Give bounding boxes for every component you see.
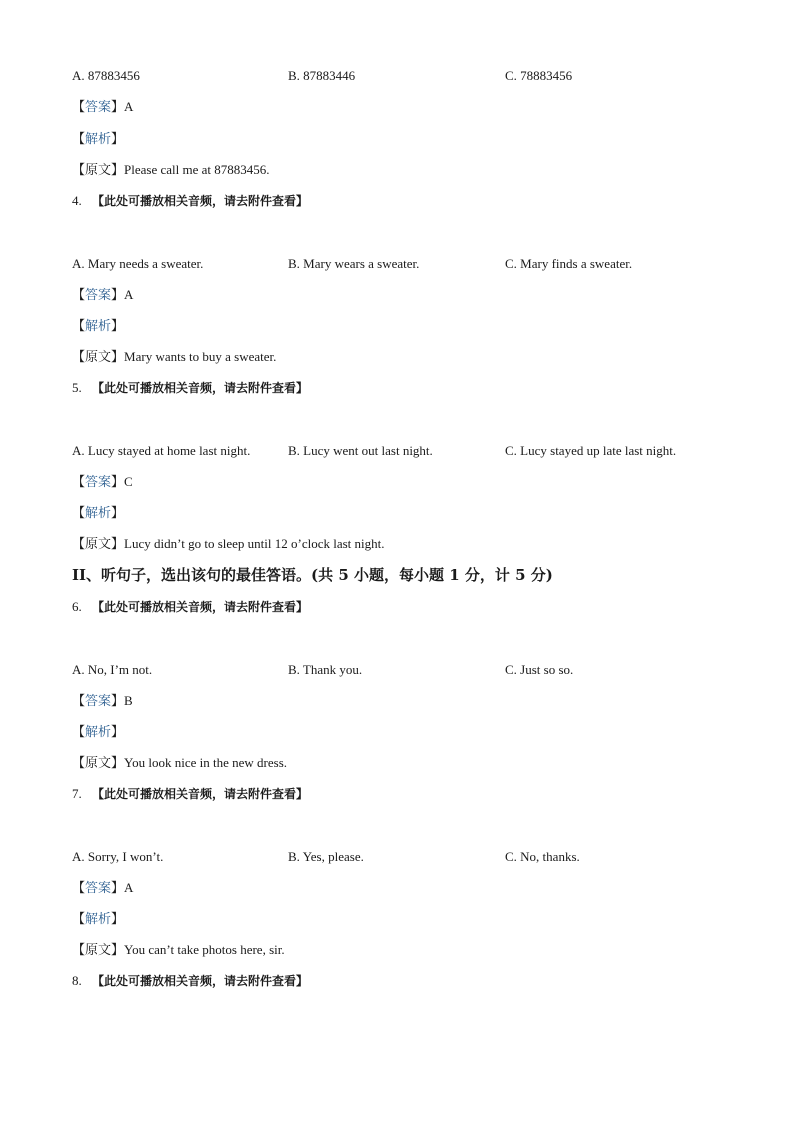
analysis-label: 解析 — [85, 724, 112, 739]
q5-option-c: C. Lucy stayed up late last night. — [505, 443, 677, 458]
q3-original: Please call me at 87883456. — [124, 162, 270, 177]
q3-answer-line: 【答案】A — [72, 99, 134, 114]
q7-option-a: A. Sorry, I won’t. — [72, 849, 164, 864]
section-2-heading: II、听句子，选出该句的最佳答语。(共 5 小题，每小题 1 分，计 5 分) — [72, 566, 553, 584]
q6-analysis-line: 【解析】 — [72, 724, 125, 739]
analysis-label: 解析 — [85, 318, 112, 333]
original-label: 原文 — [85, 536, 112, 551]
q4-original: Mary wants to buy a sweater. — [124, 349, 277, 364]
q6-header — [72, 598, 308, 616]
q6-option-b: B. Thank you. — [288, 662, 363, 677]
q6-option-c: C. Just so so. — [505, 662, 574, 677]
q5-answer-line: 【答案】C — [72, 474, 133, 489]
answer-label: 答案 — [85, 880, 112, 895]
q7-header — [72, 785, 308, 803]
q3-answer: A — [124, 99, 134, 114]
q6-original-line: 【原文】You look nice in the new dress. — [72, 755, 288, 770]
analysis-label: 解析 — [85, 911, 112, 926]
answer-label: 答案 — [85, 693, 112, 708]
q3-analysis-line: 【解析】 — [72, 131, 125, 146]
q4-number: 4. — [72, 193, 82, 208]
q3-original-line: 【原文】Please call me at 87883456. — [72, 162, 270, 177]
q7-number: 7. — [72, 786, 82, 801]
q4-options — [0, 255, 794, 273]
q4-answer: A — [124, 287, 134, 302]
q6-audio-note[interactable]: 【此处可播放相关音频，请去附件查看】 — [92, 600, 309, 614]
q7-option-c: C. No, thanks. — [505, 849, 580, 864]
original-label: 原文 — [85, 942, 112, 957]
q4-header — [72, 192, 308, 210]
q7-original: You can’t take photos here, sir. — [124, 942, 285, 957]
q5-header — [72, 379, 308, 397]
q4-analysis-line: 【解析】 — [72, 318, 125, 333]
q5-audio-note[interactable]: 【此处可播放相关音频，请去附件查看】 — [92, 381, 309, 395]
q7-answer: A — [124, 880, 134, 895]
q5-original-line: 【原文】Lucy didn’t go to sleep until 12 o’clock last night. — [72, 536, 385, 551]
q5-option-a: A. Lucy stayed at home last night. — [72, 443, 251, 458]
q3-option-b: B. 87883446 — [288, 68, 356, 83]
q7-original-line: 【原文】You can’t take photos here, sir. — [72, 942, 285, 957]
q7-option-b: B. Yes, please. — [288, 849, 364, 864]
q7-audio-note[interactable]: 【此处可播放相关音频，请去附件查看】 — [92, 787, 309, 801]
q4-option-a: A. Mary needs a sweater. — [72, 256, 204, 271]
q4-audio-note[interactable]: 【此处可播放相关音频，请去附件查看】 — [92, 194, 309, 208]
q5-answer: C — [124, 474, 133, 489]
q4-answer-line: 【答案】A — [72, 287, 134, 302]
analysis-label: 解析 — [85, 505, 112, 520]
original-label: 原文 — [85, 755, 112, 770]
q6-number: 6. — [72, 599, 82, 614]
q4-option-c: C. Mary finds a sweater. — [505, 256, 633, 271]
answer-label: 答案 — [85, 474, 112, 489]
q4-original-line: 【原文】Mary wants to buy a sweater. — [72, 349, 277, 364]
q7-options — [0, 848, 794, 866]
q3-option-c: C. 78883456 — [505, 68, 573, 83]
q6-option-a: A. No, I’m not. — [72, 662, 153, 677]
answer-label: 答案 — [85, 287, 112, 302]
q5-option-b: B. Lucy went out last night. — [288, 443, 433, 458]
q3-option-a: A. 87883456 — [72, 68, 140, 83]
q5-original: Lucy didn’t go to sleep until 12 o’clock last night. — [124, 536, 385, 551]
q7-analysis-line: 【解析】 — [72, 911, 125, 926]
original-label: 原文 — [85, 162, 112, 177]
answer-label: 答案 — [85, 99, 112, 114]
q6-options — [0, 661, 794, 679]
q6-answer-line: 【答案】B — [72, 693, 133, 708]
q8-header — [72, 972, 308, 990]
q7-answer-line: 【答案】A — [72, 880, 134, 895]
q5-number: 5. — [72, 380, 82, 395]
q5-analysis-line: 【解析】 — [72, 505, 125, 520]
q3-options — [0, 67, 794, 85]
original-label: 原文 — [85, 349, 112, 364]
analysis-label: 解析 — [85, 131, 112, 146]
q6-answer: B — [124, 693, 133, 708]
q6-original: You look nice in the new dress. — [124, 755, 288, 770]
q5-options — [0, 442, 794, 460]
q8-number: 8. — [72, 973, 82, 988]
q4-option-b: B. Mary wears a sweater. — [288, 256, 420, 271]
q8-audio-note[interactable]: 【此处可播放相关音频，请去附件查看】 — [92, 974, 309, 988]
